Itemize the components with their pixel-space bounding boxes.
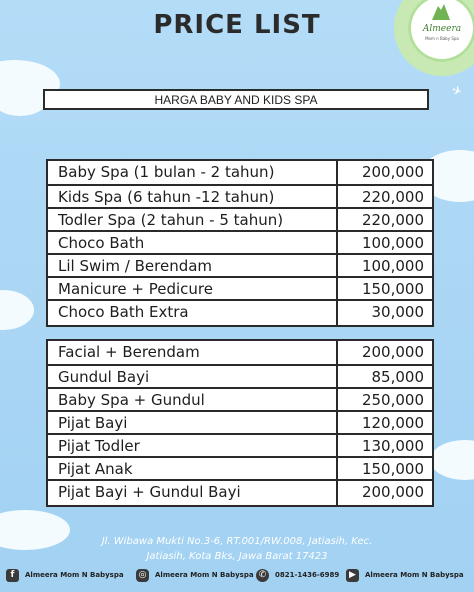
- whatsapp-link[interactable]: [256, 566, 339, 584]
- service-name: Kids Spa (6 tahun -12 tahun): [58, 188, 275, 206]
- service-price: 150,000: [361, 280, 424, 298]
- table-row: [48, 161, 432, 184]
- service-name: Lil Swim / Berendam: [58, 257, 213, 275]
- service-name: Pijat Bayi: [58, 414, 128, 432]
- price-table-2: [46, 339, 434, 507]
- youtube-label: Almeera Mom N Babyspa: [365, 571, 464, 579]
- table-row: [48, 230, 432, 255]
- table-row: [48, 276, 432, 301]
- service-name: Pijat Anak: [58, 460, 133, 478]
- table-row: [48, 253, 432, 278]
- service-price: 85,000: [371, 368, 424, 386]
- service-price: 200,000: [361, 163, 424, 181]
- whatsapp-icon: ✆: [256, 569, 269, 582]
- service-price: 200,000: [361, 483, 424, 501]
- page-title: PRICE LIST: [153, 10, 321, 40]
- instagram-link[interactable]: [136, 566, 254, 584]
- goat-logo-icon: [424, 0, 458, 24]
- service-name: Pijat Todler: [58, 437, 140, 455]
- service-name: Baby Spa (1 bulan - 2 tahun): [58, 163, 275, 181]
- table-row: [48, 364, 432, 389]
- logo-name: Almeera: [422, 24, 462, 34]
- table-row: [48, 410, 432, 435]
- service-name: Manicure + Pedicure: [58, 280, 213, 298]
- service-price: 130,000: [361, 437, 424, 455]
- price-table-1: [46, 159, 434, 327]
- address-line-1: Jl. Wibawa Mukti No.3-6, RT.001/RW.008, Jatiasih, Kec.: [101, 536, 373, 547]
- whatsapp-label: 0821-1436-6989: [275, 571, 340, 579]
- service-name: Gundul Bayi: [58, 368, 150, 386]
- table-row: [48, 456, 432, 481]
- service-price: 150,000: [361, 460, 424, 478]
- table-row: [48, 387, 432, 412]
- service-price: 100,000: [361, 257, 424, 275]
- footer-contacts: [0, 566, 474, 586]
- facebook-link[interactable]: [6, 566, 124, 584]
- service-price: 120,000: [361, 414, 424, 432]
- service-name: Pijat Bayi + Gundul Bayi: [58, 483, 241, 501]
- instagram-icon: ◎: [136, 569, 149, 582]
- table-row: [48, 299, 432, 324]
- service-name: Facial + Berendam: [58, 343, 200, 361]
- youtube-link[interactable]: [346, 566, 464, 584]
- table-row: [48, 433, 432, 458]
- service-price: 220,000: [361, 211, 424, 229]
- table-row: [48, 184, 432, 209]
- facebook-icon: f: [6, 569, 19, 582]
- service-price: 250,000: [361, 391, 424, 409]
- facebook-label: Almeera Mom N Babyspa: [25, 571, 124, 579]
- service-name: Todler Spa (2 tahun - 5 tahun): [58, 211, 284, 229]
- service-price: 220,000: [361, 188, 424, 206]
- service-price: 100,000: [361, 234, 424, 252]
- service-name: Choco Bath: [58, 234, 145, 252]
- youtube-icon: ▶: [346, 569, 359, 582]
- table-row: [48, 341, 432, 364]
- logo-subtitle: Mom n Baby Spa: [425, 36, 459, 41]
- table-row: [48, 479, 432, 504]
- service-price: 200,000: [361, 343, 424, 361]
- paper-plane-icon: ✈: [449, 82, 465, 100]
- service-name: Baby Spa + Gundul: [58, 391, 205, 409]
- instagram-label: Almeera Mom N Babyspa: [155, 571, 254, 579]
- table-row: [48, 207, 432, 232]
- service-price: 30,000: [371, 303, 424, 321]
- section-subtitle: HARGA BABY AND KIDS SPA: [43, 89, 429, 110]
- service-name: Choco Bath Extra: [58, 303, 189, 321]
- address-line-2: Jatiasih, Kota Bks, Jawa Barat 17423: [146, 551, 328, 562]
